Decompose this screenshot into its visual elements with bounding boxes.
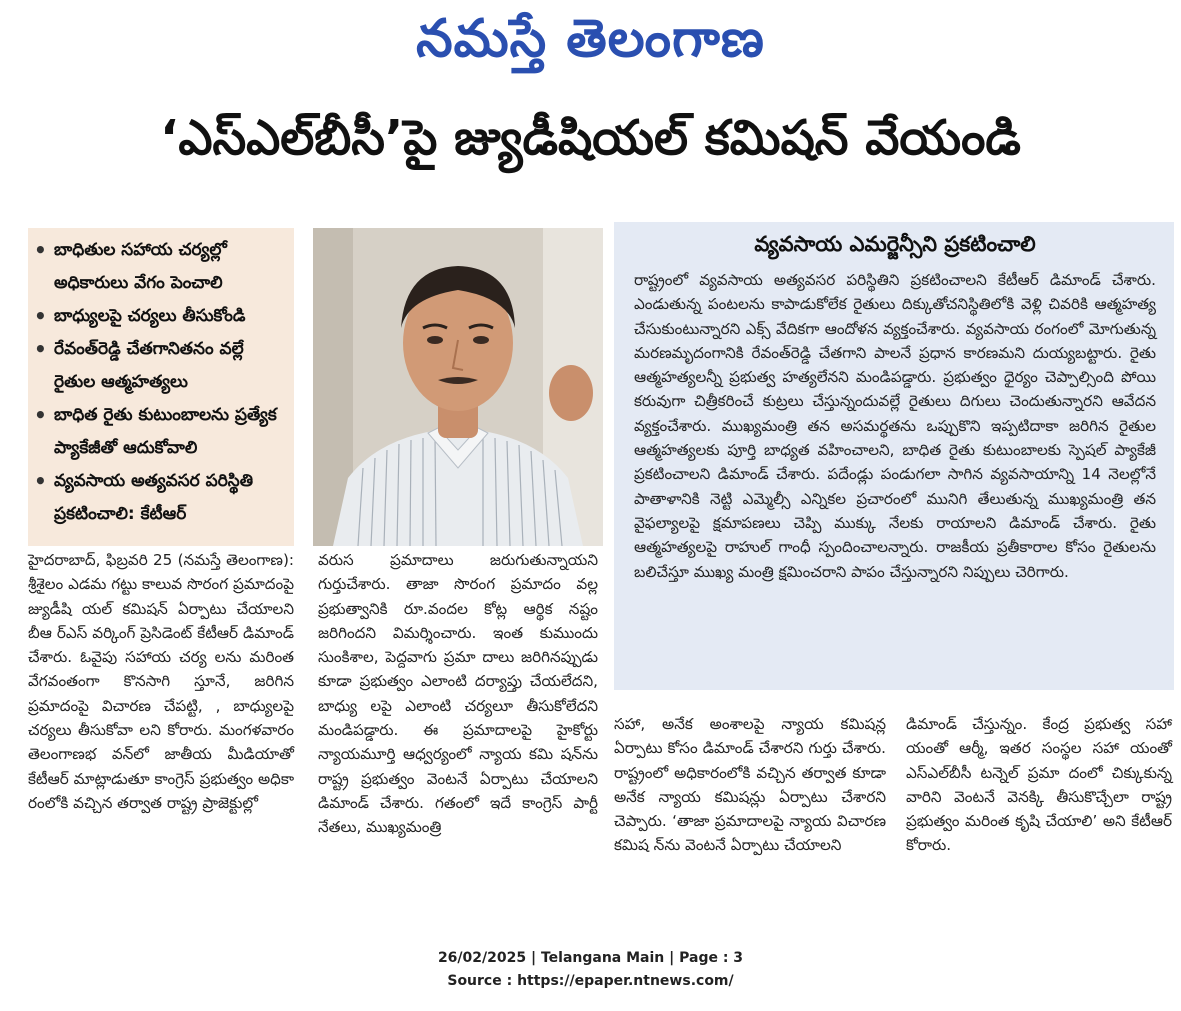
bullet-dot-icon: • (34, 238, 47, 262)
highlights-box (28, 228, 294, 546)
footer-source-line: Source : https://epaper.ntnews.com/ (447, 973, 734, 989)
person-portrait-icon (313, 228, 603, 546)
article-column-4: డిమాండ్ చేస్తున్నం. కేంద్ర ప్రభుత్వ సహా యంతో ఆర్మీ, ఇతర సంస్థల సహా యంతో ఎస్‌ఎల్‌బీసీ టన్నెల్ ప్రమా దంలో చిక్కుకున్న వారిని వెంటనే వెనక్కి తీసుకొచ్చేలా రాష్ట్ర ప్రభుత్వం మరింత కృషి చేయాలి’ అని కేటీఆర్ కోరారు. (906, 715, 1172, 855)
highlight-text: రేవంత్‌రెడ్డి చేతగానితనం వల్లే రైతుల ఆత్మహత్యలు (54, 339, 244, 392)
highlight-item (34, 300, 288, 333)
highlight-text: బాధ్యులపై చర్యలు తీసుకోండి (54, 306, 246, 326)
masthead-logo: నమస్తే తెలంగాణ (416, 8, 765, 69)
page-footer (0, 947, 1181, 993)
highlight-text: బాధితుల సహాయ చర్యల్లో అధికారులు వేగం పెంచాలి (54, 240, 227, 293)
article-column-3: సహా, అనేక అంశాలపై న్యాయ కమిషన్ల ఏర్పాటు కోసం డిమాండ్ చేశారని గుర్తు చేశారు. రాష్ట్రంలో అధికారంలోకి వచ్చిన తర్వాత కూడా అనేక న్యాయ కమిషన్లు ఏర్పాటు చేశారని చెప్పారు. ‘తాజా ప్రమాదాలపై న్యాయ విచారణ కమిష న్‌ను వెంటనే ఏర్పాటు చేయాలని (614, 715, 886, 855)
bullet-dot-icon: • (34, 469, 47, 493)
highlight-text: బాధిత రైతు కుటుంబాలను ప్రత్యేక ప్యాకేజీతో ఆదుకోవాలి (54, 405, 277, 458)
highlight-item (34, 465, 288, 531)
news-photo (313, 228, 603, 546)
bullet-dot-icon: • (34, 304, 47, 328)
headline: ‘ఎస్‌ఎల్‌బీసీ’పై జ్యుడీషియల్ కమిషన్ వేయండి (160, 110, 1021, 166)
article-column-2: వరుస ప్రమాదాలు జరుగుతున్నాయని గుర్తుచేశారు. తాజా సొరంగ ప్రమాదం వల్ల ప్రభుత్వానికి రూ.వందల కోట్ల ఆర్థిక నష్టం జరిగిందని విమర్శించారు. ఇంత కుముందు సుంకిశాల, పెద్దవాగు ప్రమా దాలు జరిగినప్పుడు కూడా ప్రభుత్వం ఎలాంటి దర్యాప్తు చేయలేదని, బాధ్యు లపై ఎలాంటి చర్యలూ తీసుకోలేదని మండిపడ్డారు. ఈ ప్రమాదాలపై హైకోర్టు న్యాయమూర్తి ఆధ్వర్యంలో న్యాయ కమి షన్‌ను రాష్ట్ర ప్రభుత్వం వెంటనే ఏర్పాటు చేయాలని డిమాండ్ చేశారు. గతంలో ఇదే కాంగ్రెస్ పార్టీ నేతలు, ముఖ్యమంత్రి (318, 551, 598, 837)
highlight-item (34, 234, 288, 300)
sidebar-box (614, 222, 1174, 690)
highlight-text: వ్యవసాయ అత్యవసర పరిస్థితి ప్రకటించాలి: కేటీఆర్ (54, 471, 254, 524)
article-column-1: హైదరాబాద్, ఫిబ్రవరి 25 (నమస్తే తెలంగాణ): శ్రీశైలం ఎడమ గట్టు కాలువ సొరంగ ప్రమాదంపై జ్యుడీషి యల్ కమిషన్ ఏర్పాటు చేయాలని బీఆ ర్‌ఎస్ వర్కింగ్ ప్రెసిడెంట్ కేటీఆర్ డిమాండ్ చేశారు. ఓవైపు సహాయ చర్య లను మరింత వేగవంతంగా కొనసాగి స్తూనే, జరిగిన ప్రమాదంపై విచారణ చేపట్టి, , బాధ్యులపై చర్యలు తీసుకోవా లని కోరారు. మంగళవారం తెలంగాణభ వన్‌లో జాతీయ మీడియాతో కేటీఆర్ మాట్లాడుతూ కాంగ్రెస్ ప్రభుత్వం అధికా రంలోకి వచ్చిన తర్వాత రాష్ట్ర ప్రాజెక్టుల్లో (28, 551, 294, 812)
bullet-dot-icon: • (34, 403, 47, 427)
highlight-item (34, 333, 288, 399)
bullet-dot-icon: • (34, 337, 47, 361)
sidebar-body: రాష్ట్రంలో వ్యవసాయ అత్యవసర పరిస్థితిని ప్రకటించాలని కేటీఆర్ డిమాండ్ చేశారు. ఎండుతున్న పంటలను కాపాడుకోలేక రైతులు దిక్కుతోచనిస్థితిలోకి వెళ్లి చివరికి ఆత్మహత్య చేసుకుంటున్నారని ఎక్స్ వేదికగా ఆందోళన వ్యక్తంచేశారు. వ్యవసాయ రంగంలో మోగుతున్న మరణమృదంగానికి రేవంత్‌రెడ్డి చేతగాని పాలనే ప్రధాన కారణమని దుయ్యబట్టారు. రైతు ఆత్మహత్యలన్నీ ప్రభుత్వ హత్యలేనని మండిపడ్డారు. ప్రభుత్వం ధైర్యం చెప్పాల్సింది పోయి కరువుగా చిత్రీకరించే కుట్రలు చేస్తున్నందువల్లే రైతులు దిగులు చెందుతున్నారని ఆవేదన వ్యక్తంచేశారు. ముఖ్యమంత్రి తన అసమర్థతను ఒప్పుకొని ఇప్పటిదాకా జరిగిన రైతుల ఆత్మహత్యలకు పూర్తి బాధ్యత వహించాలని, బాధిత రైతు కుటుంబాలకు స్పెషల్ ప్యాకేజీ ప్రకటించాలని డిమాండ్ చేశారు. పదేండ్లు పండుగలా సాగిన వ్యవసాయాన్ని 14 నెలల్లోనే పాతాళానికి నెట్టి ఎమ్మెల్సీ ఎన్నికల ప్రచారంలో మునిగి తేలుతున్న ముఖ్యమంత్రి తన వైఫల్యాలపై క్షమాపణలు చెప్పి ముక్కు నేలకు రాయాలని డిమాండ్ చేశారు. రైతు ఆత్మహత్యలపై రాహుల్ గాంధీ స్పందించాలన్నారు. రాజకీయ ప్రతీకారాల కోసం రైతులను బలిచేస్తూ ముఖ్య మంత్రి క్షమించరాని పాపం చేస్తున్నారని నిప్పులు చెరిగారు. (634, 271, 1156, 581)
sidebar-title: వ్యవసాయ ఎమర్జెన్సీని ప్రకటించాలి (754, 232, 1036, 256)
footer-date-line: 26/02/2025 | Telangana Main | Page : 3 (437, 950, 744, 966)
highlight-item (34, 399, 288, 465)
